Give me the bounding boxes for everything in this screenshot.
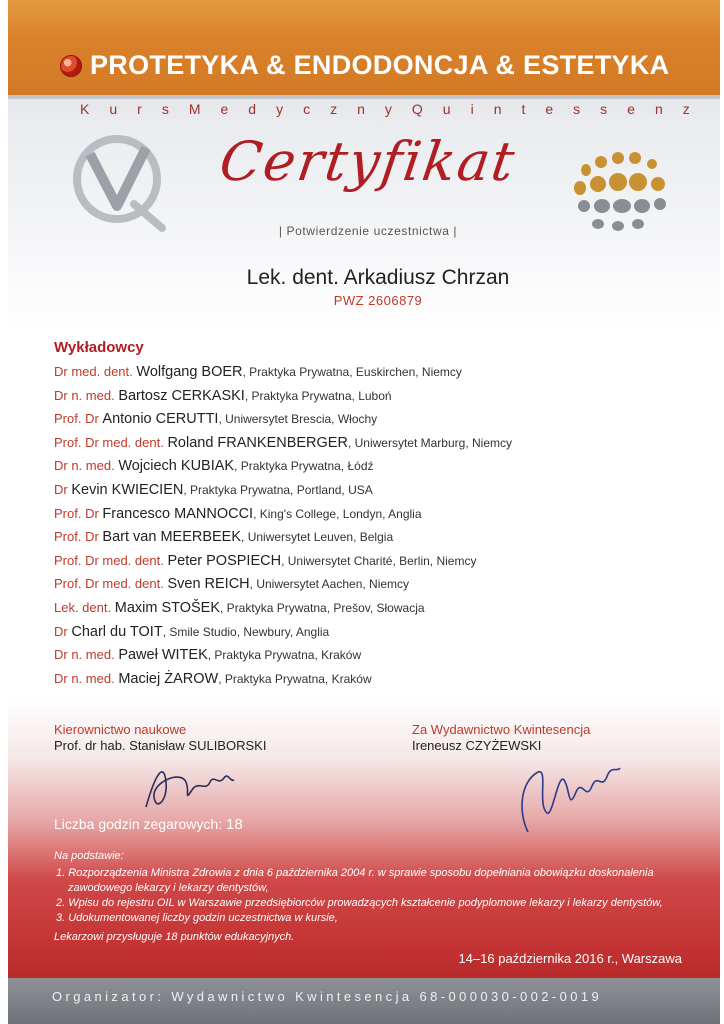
course-letter: M [188,101,201,117]
lecturer-affiliation: , Praktyka Prywatna, Kraków [207,648,362,663]
course-letter: K [80,101,90,117]
dots-globe-icon [568,140,678,240]
course-letter: e [545,101,554,117]
course-letter: n [357,101,365,117]
lecturer-title: Dr n. med. [54,387,115,403]
lecturer-name: Sven REICH [167,576,250,593]
lecturer-row [54,620,694,644]
lecturer-title: Prof. Dr med. dent. [54,434,164,450]
organizer-footer: Organizator: Wydawnictwo Kwintesencja 68-000030-002-0019 [52,989,603,1004]
lecturer-row [54,572,694,596]
lecturer-title: Dr med. dent. [54,364,133,379]
lecturer-row [54,454,694,478]
course-caption [80,101,690,119]
lecturer-affiliation: , King's College, Londyn, Anglia [253,506,422,521]
lecturer-title: Lek. dent. [54,599,112,615]
lecturer-title: Prof. Dr med. dent. [54,576,164,592]
lecturer-title: Dr n. med. [54,647,115,663]
lecturer-affiliation: , Uniwersytet Leuven, Belgia [241,530,394,545]
lecturer-row [54,431,694,455]
course-letter: z [330,101,338,117]
course-letter: c [303,101,311,117]
lecturer-name: Bartosz CERKASKI [118,387,245,404]
globe-icon [60,55,82,77]
course-letter: y [384,101,392,117]
basis-item: 2. Wpisu do rejestru OIL w Warszawie przedsiębiorców prowadzących kształcenie podyplomowe lekarzy i lekarzy dentystów, [56,897,663,909]
lecturer-affiliation: , Uniwersytet Aachen, Niemcy [249,577,410,592]
course-letter: n [654,101,663,117]
lecturer-name: Wolfgang BOER [136,364,243,380]
course-letter: s [573,101,581,117]
lecturer-row [54,407,694,431]
lecturer-affiliation: , Uniwersytet Charité, Berlin, Niemcy [281,553,477,568]
lecturer-affiliation: , Uniwersytet Brescia, Włochy [218,412,378,427]
brand-header [60,50,669,81]
publisher-name: Ireneusz CZYŻEWSKI [412,738,542,753]
publisher-label: Za Wydawnictwo Kwintesencja [412,722,591,737]
scientific-lead-name: Prof. dr hab. Stanisław SULIBORSKI [54,738,267,753]
lecturer-name: Paweł WITEK [118,647,208,664]
basis-item: 1. Rozporządzenia Ministra Zdrowia z dnia 6 października 2004 r. w sprawie sposobu dopełniania obowiązku doskonalenia zawodowego lekarzy i lekarzy dentystów, [56,867,654,894]
lecturer-affiliation: , Praktyka Prywatna, Prešov, Słowacja [220,600,425,615]
lecturer-title: Prof. Dr [54,529,99,545]
lecturer-title: Dr n. med. [54,670,115,686]
lecturer-name: Peter POSPIECH [167,552,282,569]
lecturer-name: Roland FRANKENBERGER [167,434,348,451]
basis-heading: Na podstawie: [54,850,124,862]
lecturer-affiliation: , Praktyka Prywatna, Luboń [244,388,392,403]
lecturer-title: Dr n. med. [54,458,115,474]
lecturer-affiliation: , Smile Studio, Newbury, Anglia [162,624,330,639]
scientific-lead-label: Kierownictwo naukowe [54,722,187,737]
lecturer-name: Francesco MANNOCCI [102,505,254,522]
lecturer-title: Prof. Dr [54,505,99,521]
lecturer-row [54,502,694,526]
lecturer-row [54,643,694,667]
legal-basis [54,849,704,945]
course-letter: s [161,101,169,117]
brand-title: PROTETYKA & ENDODONCJA & ESTETYKA [90,50,670,80]
lecturer-row [54,525,694,549]
points-post: punktów edukacyjnych. [180,931,295,943]
hours-label: Liczba godzin zegarowych: [54,816,223,832]
lecturer-name: Charl du TOIT [71,623,163,640]
course-letter: s [600,101,608,117]
course-letter: Q [411,101,423,117]
signature-right [508,752,628,842]
course-letter: r [137,101,142,117]
signature-left [126,752,256,822]
lecturer-row [54,478,694,502]
lecturers-heading: Wykładowcy [54,339,144,356]
date-place: 14–16 października 2016 r., Warszawa [458,951,682,966]
lecturer-name: Antonio CERUTTI [102,411,219,428]
lecturer-name: Bart van MEERBEEK [102,529,242,546]
lecturer-name: Maciej ŻAROW [118,670,219,687]
lecturer-title: Prof. Dr med. dent. [54,552,164,568]
points-pre: Lekarzowi przysługuje [54,931,163,943]
certificate-subtitle: | Potwierdzenie uczestnictwa | [278,224,458,238]
certificate-page [8,0,720,1024]
course-letter: e [627,101,635,117]
lecturer-row [54,549,694,573]
lecturer-name: Maxim STOŠEK [114,599,221,616]
lecturer-row [54,667,694,691]
course-letter: y [276,101,284,117]
course-letter: z [682,101,690,117]
points-line [54,930,704,945]
lecturer-affiliation: , Praktyka Prywatna, Euskirchen, Niemcy [242,365,462,379]
vq-logo-icon [62,124,172,234]
course-letter: u [109,101,118,117]
hours-value: 18 [226,816,243,833]
basis-list [54,866,704,926]
recipient-pwz: PWZ 2606879 [333,293,423,308]
lecturer-row [54,596,694,620]
course-letter: d [248,101,257,117]
lecturer-affiliation: , Praktyka Prywatna, Łódź [234,459,374,474]
course-letter: i [470,101,474,117]
lecturer-name: Kevin KWIECIEN [71,481,184,498]
lecturer-affiliation: , Praktyka Prywatna, Kraków [218,671,372,686]
lecturer-title: Dr [54,481,68,497]
lecturers-list [54,360,694,690]
recipient-name: Lek. dent. Arkadiusz Chrzan [246,266,510,289]
lecturer-affiliation: , Praktyka Prywatna, Portland, USA [183,482,373,497]
lecturer-title: Prof. Dr [54,411,99,427]
lecturer-affiliation: , Uniwersytet Marburg, Niemcy [347,435,512,450]
course-letter: e [220,101,229,117]
course-letter: u [442,101,451,117]
points-value: 18 [165,931,178,943]
lecturer-row [54,384,694,408]
course-letter: n [493,101,502,117]
basis-item: 3. Udokumentowanej liczby godzin uczestnictwa w kursie, [56,912,338,924]
hours-line [54,816,243,833]
lecturer-title: Dr [54,623,68,639]
course-letter: t [521,101,526,117]
lecturer-row [54,360,694,384]
certificate-title: Certyfikat [215,130,521,193]
lecturer-name: Wojciech KUBIAK [118,458,235,475]
